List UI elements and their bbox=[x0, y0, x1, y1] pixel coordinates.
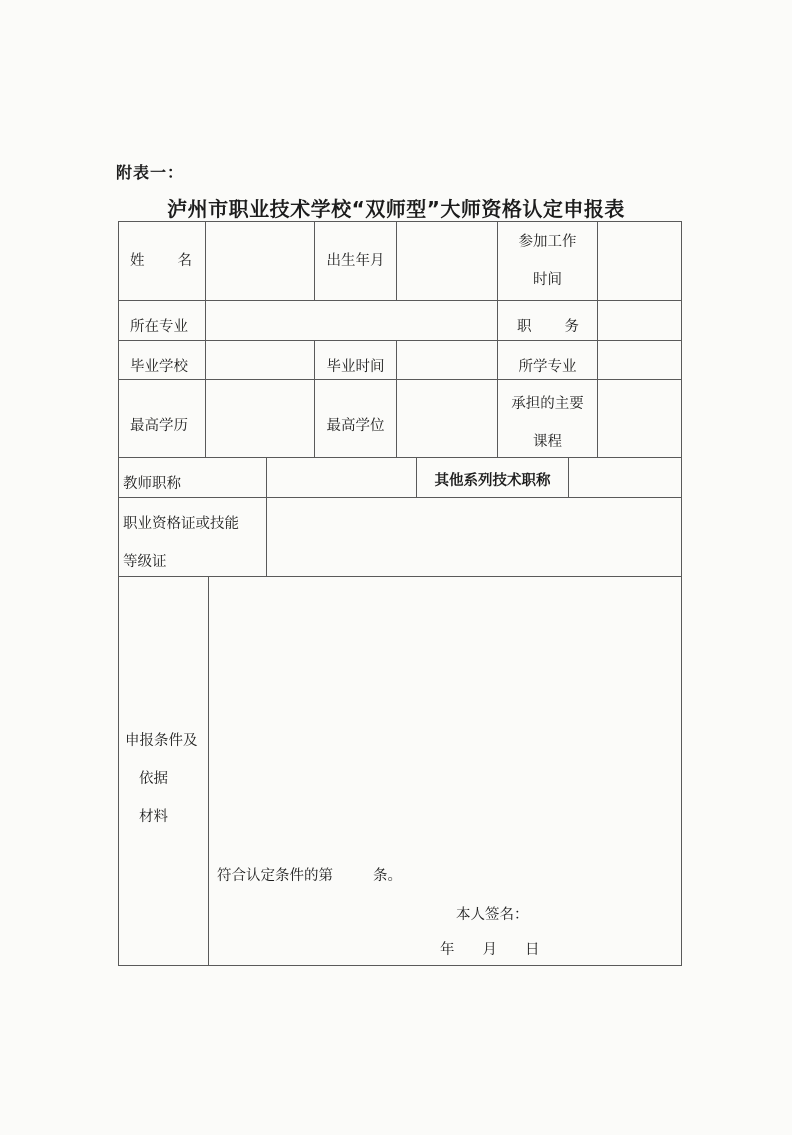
attachment-label: 附表一： bbox=[116, 163, 185, 182]
meets-condition-line bbox=[217, 857, 517, 895]
date-day-label: 日 bbox=[525, 942, 540, 958]
duty-label bbox=[517, 308, 579, 346]
basis-materials-field[interactable] bbox=[209, 577, 681, 857]
grad-school-field[interactable] bbox=[206, 341, 314, 379]
highest-education-label: 最高学历 bbox=[130, 418, 188, 434]
teacher-title-field[interactable] bbox=[267, 458, 416, 497]
name-label-char2: 名 bbox=[177, 253, 192, 269]
main-courses-label-line1: 承担的主要 bbox=[511, 396, 584, 412]
date-month-label: 月 bbox=[482, 942, 497, 958]
work-start-label bbox=[498, 223, 597, 299]
grad-time-field[interactable] bbox=[397, 341, 497, 379]
certificate-label bbox=[123, 505, 265, 581]
studied-major-field[interactable] bbox=[598, 341, 681, 379]
highest-degree-label: 最高学位 bbox=[326, 418, 385, 434]
basis-label-line2: 依据 bbox=[139, 771, 168, 787]
highest-degree-field[interactable] bbox=[397, 380, 497, 457]
work-start-field[interactable] bbox=[598, 222, 681, 300]
highest-education-field[interactable] bbox=[206, 380, 314, 457]
main-courses-field[interactable] bbox=[598, 380, 681, 457]
duty-field[interactable] bbox=[598, 301, 681, 340]
date-year-label: 年 bbox=[440, 942, 455, 958]
birth-field[interactable] bbox=[397, 222, 497, 300]
grad-time-label: 毕业时间 bbox=[326, 359, 385, 375]
certificate-field[interactable] bbox=[267, 498, 681, 576]
name-label bbox=[130, 231, 192, 291]
major-field[interactable] bbox=[206, 301, 497, 340]
signature-field[interactable] bbox=[530, 898, 670, 932]
duty-label-char2: 务 bbox=[564, 319, 579, 335]
studied-major-label: 所学专业 bbox=[518, 359, 577, 375]
main-courses-label-line2: 课程 bbox=[533, 434, 562, 450]
work-start-label-line1: 参加工作 bbox=[518, 234, 577, 250]
name-label-char1: 姓 bbox=[130, 253, 145, 269]
teacher-title-label: 教师职称 bbox=[123, 476, 181, 492]
other-title-field[interactable] bbox=[569, 458, 681, 497]
certificate-label-line1: 职业资格证或技能 bbox=[123, 516, 239, 532]
other-title-label: 其他系列技术职称 bbox=[434, 473, 551, 489]
work-start-label-line2: 时间 bbox=[533, 272, 562, 288]
duty-label-char1: 职 bbox=[517, 319, 532, 335]
birth-label: 出生年月 bbox=[326, 253, 385, 269]
main-courses-label bbox=[498, 385, 597, 461]
basis-label-line1: 申报条件及 bbox=[125, 733, 198, 749]
name-field[interactable] bbox=[206, 222, 314, 300]
major-label: 所在专业 bbox=[130, 319, 188, 335]
grad-school-label: 毕业学校 bbox=[130, 359, 188, 375]
certificate-label-line2: 等级证 bbox=[123, 554, 167, 570]
meets-condition-suffix: 条。 bbox=[373, 868, 402, 884]
basis-label-line3: 材料 bbox=[139, 809, 168, 825]
form-title: 泸州市职业技术学校“双师型”大师资格认定申报表 bbox=[167, 197, 625, 221]
basis-label bbox=[119, 722, 208, 836]
signature-label: 本人签名： bbox=[456, 907, 529, 923]
date-line bbox=[440, 931, 580, 969]
meets-condition-prefix: 符合认定条件的第 bbox=[217, 868, 333, 884]
